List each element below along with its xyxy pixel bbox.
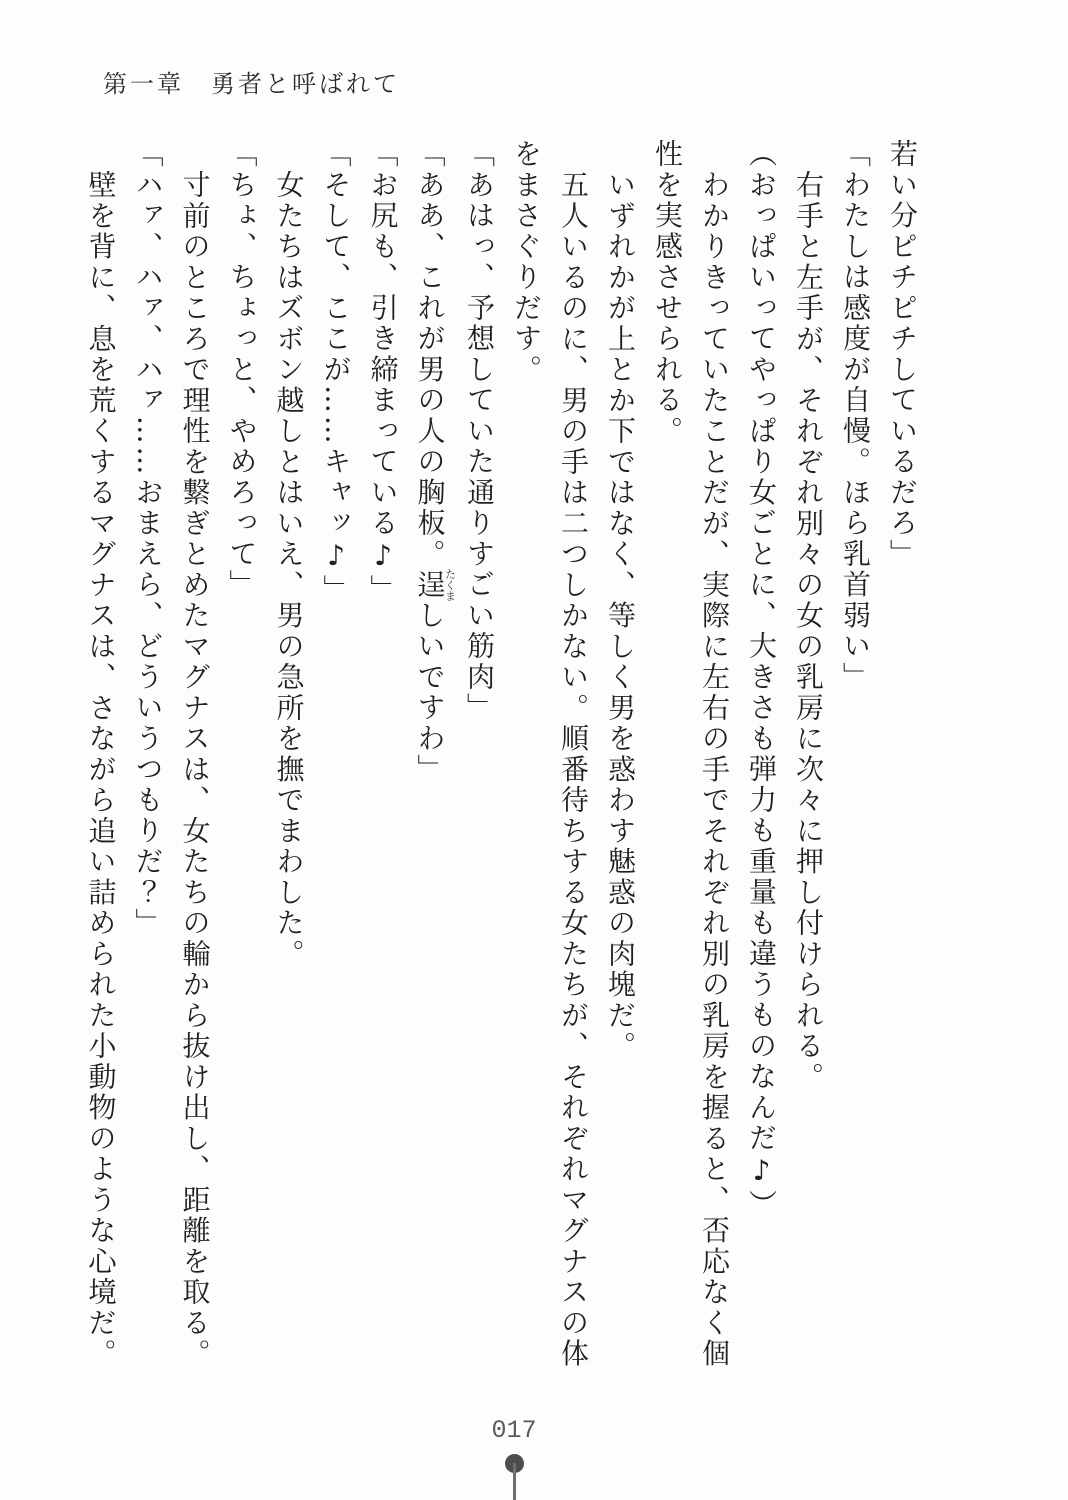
paragraph: 五人いるのに、男の手は二つしかない。順番待ちする女たちが、それぞれマグナスの体をまさぐりだす。 [510,139,590,1370]
paragraph: 「ハァ、ハァ、ハァ……おまえら、どういうつもりだ？」 [131,139,165,939]
paragraph: 「そして、ここが……キャッ♪」 [319,139,353,606]
paragraph: 右手と左手が、それぞれ別々の女の乳房に次々に押し付けられる。 [792,170,825,1093]
paragraph: 寸前のところで理性を繋ぎとめたマグナスは、女たちの輪から抜け出し、距離を取る。 [178,170,212,1370]
footer-rule-line [513,1463,516,1500]
paragraph: いずれかが上とか下ではなく、等しく男を惑わす魅惑の肉塊だ。 [604,170,637,1062]
page-number: 017 [491,1416,537,1445]
paragraph: わかりきっていたことだが、実際に左右の手でそれぞれ別の乳房を握ると、否応なく個性を実感させられる。 [651,139,731,1370]
paragraph: 若い分ピチピチしているだろ」 [886,139,919,570]
paragraph: 「わたしは感度が自慢。ほら乳首弱い」 [839,139,872,693]
paragraph: 「あはっ、予想していた通りすごい筋肉」 [463,139,496,724]
paragraph: 「ああ、これが男の人の胸板。逞たくましいですわ」 [413,139,457,785]
paragraph: 「お尻も、引き締まっている♪」 [366,139,400,606]
paragraph: 「ちょ、ちょっと、やめろって」 [225,139,259,601]
chapter-header: 第一章 勇者と呼ばれて [103,70,400,98]
paragraph: （おっぱいってやっぱり女ごとに、大きさも弾力も重量も違うものなんだ♪） [745,139,778,1221]
paragraph: 壁を背に、息を荒くするマグナスは、さながら追い詰められた小動物のような心境だ。 [84,170,118,1370]
main-text-block [78,139,926,1373]
ruby-annotation: 逞たくま [413,568,457,602]
paragraph: 女たちはズボン越しとはいえ、男の急所を撫でまわした。 [272,170,306,970]
